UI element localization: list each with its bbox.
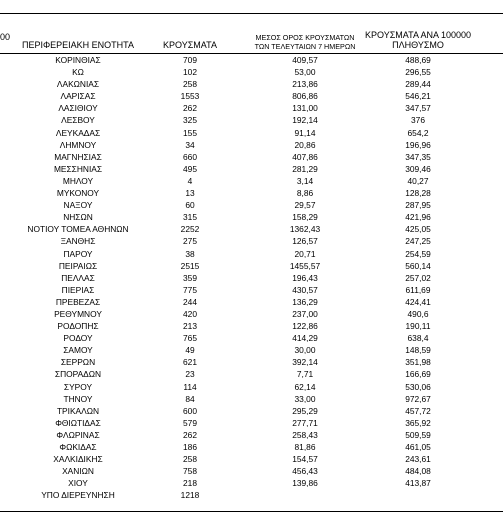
seven-day-mean-cell: 136,29: [292, 296, 318, 307]
table-row: [0, 260, 503, 272]
cases-per-100000-cell: 972,67: [405, 393, 431, 404]
cases-per-100000-cell: 289,44: [405, 79, 431, 90]
region-name-cell: ΜΕΣΣΗΝΙΑΣ: [53, 163, 103, 174]
region-name-cell: ΧΑΛΚΙΔΙΚΗΣ: [53, 454, 103, 465]
cases-per-100000-cell: 243,61: [405, 454, 431, 465]
header-mean-line2: ΤΩΝ ΤΕΛΕΥΤΑΙΩΝ 7 ΗΜΕΡΩΝ: [254, 42, 356, 51]
region-name-cell: ΦΩΚΙΔΑΣ: [59, 442, 97, 452]
cases-per-100000-cell: 530,06: [405, 381, 431, 392]
region-name-cell: ΦΘΙΩΤΙΔΑΣ: [55, 417, 101, 428]
cases-per-100000-cell: 365,92: [405, 417, 431, 428]
region-name-cell: ΜΥΚΟΝΟΥ: [56, 188, 100, 199]
cases-cell: 495: [183, 163, 197, 174]
cases-per-100000-cell: 254,59: [405, 248, 431, 259]
region-name-cell: ΤΗΝΟΥ: [63, 393, 93, 404]
seven-day-mean-cell: 30,00: [294, 345, 316, 356]
cases-per-100000-cell: 287,95: [405, 200, 431, 211]
cases-cell: 1553: [180, 91, 200, 102]
cases-per-100000-cell: 560,14: [405, 260, 431, 271]
region-name-cell: ΠΕΙΡΑΙΩΣ: [58, 260, 98, 271]
table-row: [0, 284, 503, 296]
table-row: [0, 356, 503, 368]
table-row: [0, 332, 503, 344]
region-name-cell: ΛΑΡΙΣΑΣ: [60, 91, 96, 102]
table-row: [0, 223, 503, 235]
table-row: [0, 441, 503, 453]
region-name-cell: ΥΠΟ ΔΙΕΡΕΥΝΗΣΗ: [41, 490, 115, 501]
region-name-cell: ΜΗΛΟΥ: [62, 175, 94, 186]
cases-per-100000-cell: 638,4: [407, 333, 429, 344]
seven-day-mean-cell: 7,71: [296, 369, 314, 380]
header-per-line2: ΠΛΗΘΥΣΜΟ: [392, 40, 444, 50]
seven-day-mean-cell: 33,00: [294, 393, 316, 404]
region-name-cell: ΡΟΔΟΥ: [63, 333, 93, 344]
region-name-cell: ΠΑΡΟΥ: [63, 248, 93, 259]
cases-per-100000-cell: 309,46: [405, 163, 431, 174]
table-row: [0, 320, 503, 332]
cases-per-100000-cell: 654,2: [407, 127, 429, 138]
seven-day-mean-cell: 20,71: [294, 248, 316, 259]
cases-cell: 262: [183, 429, 197, 440]
table-row: [0, 272, 503, 284]
table-row: [0, 187, 503, 199]
cases-cell: 758: [183, 466, 197, 477]
seven-day-mean-cell: 409,57: [292, 55, 318, 65]
region-name-cell: ΠΙΕΡΙΑΣ: [61, 284, 95, 295]
table-row: [0, 296, 503, 308]
table-row: [0, 477, 503, 489]
cases-per-100000-cell: 421,96: [405, 212, 431, 223]
cases-cell: 114: [183, 381, 197, 392]
region-name-cell: ΣΠΟΡΑΔΩΝ: [54, 369, 102, 380]
header-per-100000: [362, 30, 474, 50]
region-name-cell: ΡΕΘΥΜΝΟΥ: [54, 308, 102, 319]
cases-cell: 49: [185, 345, 195, 356]
table-row: [0, 453, 503, 465]
table-row: [0, 489, 503, 501]
cases-per-100000-cell: 40,27: [407, 175, 429, 186]
table-row: [0, 54, 503, 66]
region-name-cell: ΠΡΕΒΕΖΑΣ: [55, 296, 101, 307]
cases-cell: 23: [185, 369, 195, 380]
cases-cell: 1218: [180, 490, 200, 501]
seven-day-mean-cell: 237,00: [292, 308, 318, 319]
cases-per-100000-cell: 128,28: [405, 188, 431, 199]
header-mean: [246, 33, 364, 51]
cases-cell: 579: [183, 417, 197, 428]
cases-per-100000-cell: 488,69: [405, 55, 431, 65]
cases-per-100000-cell: 484,08: [405, 466, 431, 477]
table-body: [0, 54, 503, 501]
cases-cell: 84: [185, 393, 195, 404]
region-name-cell: ΡΟΔΟΠΗΣ: [57, 321, 99, 332]
header-stub-text: 00: [0, 32, 11, 42]
cases-cell: 258: [183, 454, 197, 465]
cases-cell: 38: [185, 248, 195, 259]
seven-day-mean-cell: 414,29: [292, 333, 318, 344]
region-name-cell: ΣΥΡΟΥ: [63, 381, 93, 392]
region-name-cell: ΧΙΟΥ: [68, 478, 88, 489]
cases-per-100000-cell: 351,98: [405, 357, 431, 368]
seven-day-mean-cell: 1362,43: [289, 224, 321, 235]
table-row: [0, 127, 503, 139]
seven-day-mean-cell: 158,29: [292, 212, 318, 223]
seven-day-mean-cell: 277,71: [292, 417, 318, 428]
seven-day-mean-cell: 122,86: [292, 321, 318, 332]
table-row: [0, 429, 503, 441]
region-name-cell: ΛΑΣΙΘΙΟΥ: [58, 103, 98, 114]
cases-per-100000-cell: 190,11: [405, 321, 431, 332]
seven-day-mean-cell: 126,57: [292, 236, 318, 247]
region-name-cell: ΧΑΝΙΩΝ: [62, 466, 94, 477]
seven-day-mean-cell: 213,86: [292, 79, 318, 90]
region-name-cell: ΤΡΙΚΑΛΩΝ: [56, 405, 100, 416]
seven-day-mean-cell: 806,86: [292, 91, 318, 102]
seven-day-mean-cell: 3,14: [296, 175, 314, 186]
table-bottom-rule: [0, 511, 503, 512]
region-name-cell: ΚΟΡΙΝΘΙΑΣ: [55, 55, 101, 65]
seven-day-mean-cell: 407,86: [292, 151, 318, 162]
cases-cell: 186: [183, 442, 197, 452]
seven-day-mean-cell: 258,43: [292, 429, 318, 440]
seven-day-mean-cell: 29,57: [294, 200, 316, 211]
cases-cell: 600: [183, 405, 197, 416]
region-name-cell: ΝΟΤΙΟΥ ΤΟΜΕΑ ΑΘΗΝΩΝ: [27, 224, 129, 235]
seven-day-mean-cell: 456,43: [292, 466, 318, 477]
cases-per-100000-cell: 490,6: [407, 308, 429, 319]
region-name-cell: ΛΑΚΩΝΙΑΣ: [56, 79, 100, 90]
cases-cell: 275: [183, 236, 197, 247]
cases-cell: 258: [183, 79, 197, 90]
table-row: [0, 139, 503, 151]
cases-cell: 262: [183, 103, 197, 114]
table-row: [0, 175, 503, 187]
table-row: [0, 114, 503, 126]
region-name-cell: ΜΑΓΝΗΣΙΑΣ: [54, 151, 102, 162]
table-row: [0, 248, 503, 260]
header-mean-line1: ΜΕΣΟΣ ΟΡΟΣ ΚΡΟΥΣΜΑΤΩΝ: [255, 33, 355, 42]
cases-per-100000-cell: 611,69: [405, 284, 431, 295]
cases-cell: 420: [183, 308, 197, 319]
cases-cell: 765: [183, 333, 197, 344]
region-name-cell: ΛΗΜΝΟΥ: [59, 139, 97, 150]
table-row: [0, 211, 503, 223]
cases-per-100000-cell: 148,59: [405, 345, 431, 356]
region-name-cell: ΝΑΞΟΥ: [63, 200, 93, 211]
cases-per-100000-cell: 257,02: [405, 272, 431, 283]
seven-day-mean-cell: 196,43: [292, 272, 318, 283]
cases-per-100000-cell: 347,35: [405, 151, 431, 162]
table-row: [0, 102, 503, 114]
cases-per-100000-cell: 546,21: [405, 91, 431, 102]
seven-day-mean-cell: 430,57: [292, 284, 318, 295]
seven-day-mean-cell: 8,86: [296, 188, 314, 199]
cases-per-100000-cell: 457,72: [405, 405, 431, 416]
cases-cell: 775: [183, 284, 197, 295]
seven-day-mean-cell: 62,14: [294, 381, 316, 392]
region-name-cell: ΝΗΣΩΝ: [63, 212, 93, 223]
cases-cell: 213: [183, 321, 197, 332]
cases-cell: 155: [183, 127, 197, 138]
cases-per-100000-cell: 376: [411, 115, 425, 126]
seven-day-mean-cell: 192,14: [292, 115, 318, 126]
table-row: [0, 90, 503, 102]
cases-cell: 244: [183, 296, 197, 307]
header-unit: ΠΕΡΙΦΕΡΕΙΑΚΗ ΕΝΟΤΗΤΑ: [21, 40, 135, 50]
header-per-line1: ΚΡΟΥΣΜΑΤΑ ΑΝΑ 100000: [365, 30, 471, 40]
table-row: [0, 381, 503, 393]
seven-day-mean-cell: 154,57: [292, 454, 318, 465]
table-row: [0, 393, 503, 405]
cases-cell: 34: [185, 139, 195, 150]
seven-day-mean-cell: 131,00: [292, 103, 318, 114]
table-row: [0, 308, 503, 320]
table-row: [0, 151, 503, 163]
region-name-cell: ΚΩ: [72, 67, 84, 78]
cases-per-100000-cell: 424,41: [405, 296, 431, 307]
seven-day-mean-cell: 81,86: [294, 442, 316, 452]
cases-cell: 218: [183, 478, 197, 489]
table-row: [0, 163, 503, 175]
cases-cell: 2252: [180, 224, 200, 235]
seven-day-mean-cell: 53,00: [294, 67, 316, 78]
cases-cell: 102: [183, 67, 197, 78]
cases-per-100000-cell: 296,55: [405, 67, 431, 78]
region-name-cell: ΣΕΡΡΩΝ: [60, 357, 96, 368]
seven-day-mean-cell: 1455,57: [289, 260, 321, 271]
cases-cell: 325: [183, 115, 197, 126]
region-name-cell: ΦΛΩΡΙΝΑΣ: [56, 429, 100, 440]
cases-per-100000-cell: 461,05: [405, 442, 431, 452]
cases-per-100000-cell: 196,96: [405, 139, 431, 150]
cases-cell: 60: [185, 200, 195, 211]
cases-cell: 660: [183, 151, 197, 162]
table-row: [0, 235, 503, 247]
cases-cell: 621: [183, 357, 197, 368]
table-top-rule: [0, 13, 503, 14]
seven-day-mean-cell: 139,86: [292, 478, 318, 489]
cases-cell: 709: [183, 55, 197, 65]
cases-cell: 4: [187, 175, 193, 186]
seven-day-mean-cell: 392,14: [292, 357, 318, 368]
cases-cell: 359: [183, 272, 197, 283]
header-cases: ΚΡΟΥΣΜΑΤΑ: [163, 40, 217, 50]
cases-cell: 315: [183, 212, 197, 223]
table-row: [0, 199, 503, 211]
seven-day-mean-cell: 91,14: [294, 127, 316, 138]
cases-per-100000-cell: 347,57: [405, 103, 431, 114]
cases-per-100000-cell: 509,59: [405, 429, 431, 440]
cases-per-100000-cell: 166,69: [405, 369, 431, 380]
region-name-cell: ΛΕΣΒΟΥ: [61, 115, 95, 126]
region-name-cell: ΠΕΛΛΑΣ: [61, 272, 95, 283]
cases-per-100000-cell: 413,87: [405, 478, 431, 489]
table-row: [0, 417, 503, 429]
region-name-cell: ΣΑΜΟΥ: [63, 345, 93, 356]
table-row: [0, 465, 503, 477]
cases-cell: 13: [185, 188, 195, 199]
table-row: [0, 368, 503, 380]
table-row: [0, 344, 503, 356]
seven-day-mean-cell: 281,29: [292, 163, 318, 174]
cases-per-100000-cell: 247,25: [405, 236, 431, 247]
table-row: [0, 78, 503, 90]
region-name-cell: ΛΕΥΚΑΔΑΣ: [55, 127, 101, 138]
table-row: [0, 66, 503, 78]
region-name-cell: ΞΑΝΘΗΣ: [60, 236, 96, 247]
cases-per-100000-cell: 425,05: [405, 224, 431, 235]
cases-cell: 2515: [180, 260, 200, 271]
seven-day-mean-cell: 295,29: [292, 405, 318, 416]
seven-day-mean-cell: 20,86: [294, 139, 316, 150]
table-row: [0, 405, 503, 417]
